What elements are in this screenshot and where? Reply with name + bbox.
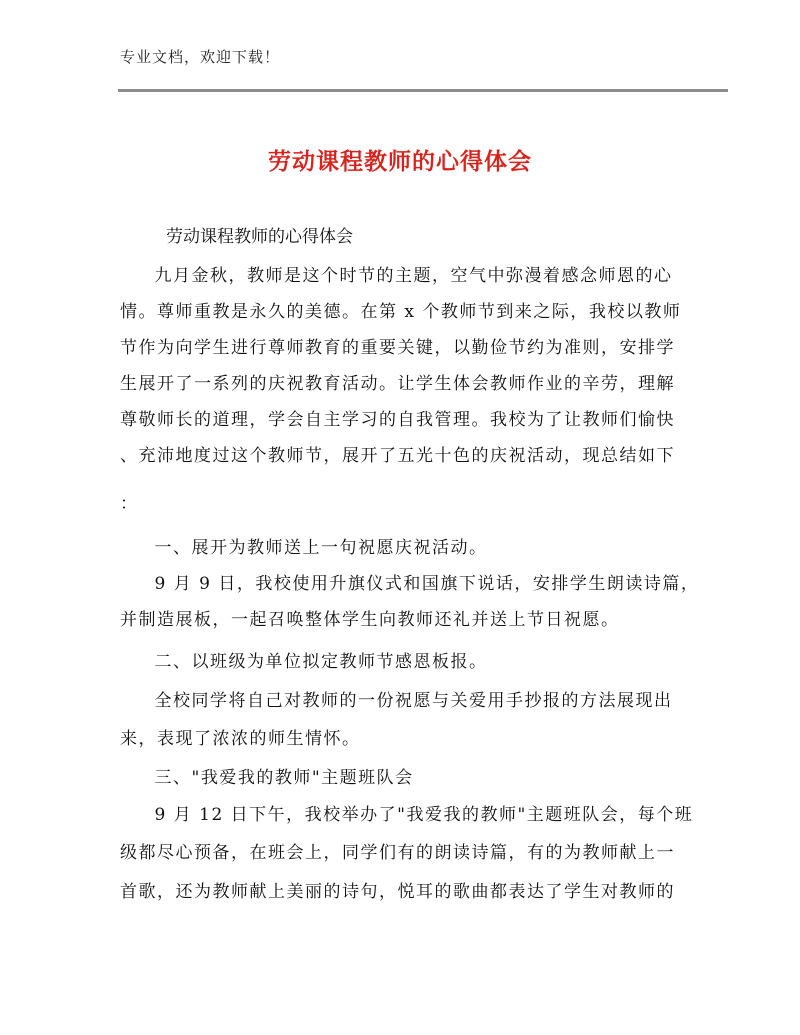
section-heading: 二、以班级为单位拟定教师节感恩板报。 [136,652,488,672]
paragraph-line: 首歌，还为教师献上美丽的诗句，悦耳的歌曲都表达了学生对教师的 [120,882,675,902]
paragraph-line: 级都尽心预备，在班会上，同学们有的朗读诗篇，有的为教师献上一 [120,843,675,863]
section-heading: 一、展开为教师送上一句祝愿庆祝活动。 [136,538,488,558]
header-note: 专业文档，欢迎下载！ [120,48,281,66]
paragraph-line: 情。尊师重教是永久的美德。在第 x 个教师节到来之际，我校以教师 [120,302,682,322]
document-title: 劳动课程教师的心得体会 [268,149,532,175]
paragraph-line: 全校同学将自己对教师的一份祝愿与关爱用手抄报的方法展现出 [136,691,673,711]
paragraph-line: 、充沛地度过这个教师节，展开了五光十色的庆祝活动，现总结如下 [120,446,675,466]
paragraph-line: 9 月 9 日，我校使用升旗仪式和国旗下说话，安排学生朗读诗篇， [136,574,700,594]
paragraph-line: 生展开了一系列的庆祝教育活动。让学生体会教师作业的辛劳，理解 [120,374,675,394]
document-subtitle: 劳动课程教师的心得体会 [166,227,353,247]
paragraph-line: 九月金秋，教师是这个时节的主题，空气中弥漫着感念师恩的心 [136,266,673,286]
paragraph-line: 并制造展板，一起召唤整体学生向教师还礼并送上节日祝愿。 [120,610,620,630]
paragraph-line: 尊敬师长的道理，学会自主学习的自我管理。我校为了让教师们愉快 [120,410,675,430]
paragraph-line: 节作为向学生进行尊师教育的重要关键，以勤俭节约为准则，安排学 [120,338,675,358]
paragraph-line: 来，表现了浓浓的师生情怀。 [120,729,361,749]
header-divider [118,89,728,92]
paragraph-line: ： [120,494,139,514]
section-heading: 三、"我爱我的教师"主题班队会 [136,768,414,788]
paragraph-line: 9 月 12 日下午，我校举办了"我爱我的教师"主题班队会，每个班 [136,805,694,825]
